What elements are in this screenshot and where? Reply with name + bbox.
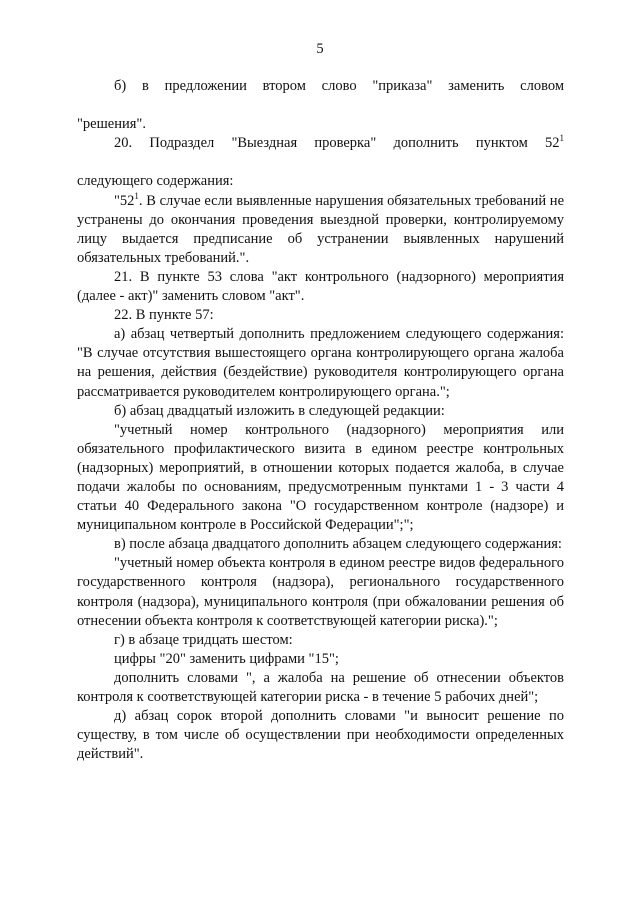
paragraph-22-g-digits: цифры "20" заменить цифрами "15";	[114, 650, 339, 667]
paragraph-22-v-text: "учетный номер объекта контроля в едином реестре видов федерального государственного контроля (надзора), регионального государственного контроля (надзора), муниципального контроля (при обжаловании решения об отнесении объекта контроля к соответствующей категории риска).";	[77, 555, 564, 629]
paragraph-20-content-label: следующего содержания:	[77, 173, 234, 190]
paragraph-22-g-addition: дополнить словами ", а жалоба на решение об отнесении объектов контроля к соответствующей категории риска - в течение 5 рабочих дней";	[77, 669, 564, 705]
paragraph-52-1-text: "$52^1$. В случае если выявленные нарушения обязательных требований не устранены до окончания проведения выездной проверки, контролируемому лицу выдается предписание об устранении выявленных нарушений обязательных требований.".	[77, 190, 565, 266]
paragraph-20-subsection: 20. Подраздел "Выездная проверка" дополнить пунктом $52^1$	[114, 133, 564, 152]
paragraph-22-b: б) абзац двадцатый изложить в следующей редакции:	[114, 402, 445, 419]
paragraph-21: 21. В пункте 53 слова "акт контрольного (надзорного) мероприятия (далее - акт)" заменить словом "акт".	[77, 268, 564, 305]
paragraph-22: 22. В пункте 57:	[114, 307, 214, 324]
paragraph-22-g: г) в абзаце тридцать шестом:	[114, 631, 293, 648]
paragraph-b-prikaz: б) в предложении втором слово "приказа" заменить словом	[114, 78, 564, 94]
document-body	[77, 77, 564, 764]
paragraph-22-v: в) после абзаца двадцатого дополнить абзацем следующего содержания:	[114, 536, 562, 553]
paragraph-22-a: а) абзац четвертый дополнить предложением следующего содержания: "В случае отсутствия вышестоящего органа контролирующего органа жалоба на решения, действия (бездействие) руководителя контролирующего органа рассматривается руководителем контролирующего органа.";	[77, 326, 564, 400]
paragraph-b-resheniya: "решения".	[77, 116, 146, 133]
page-number: 5	[316, 41, 324, 57]
paragraph-22-d: д) абзац сорок второй дополнить словами "и выносит решение по существу, в том числе об осуществлении при необходимости определенных действий".	[77, 708, 564, 763]
paragraph-22-b-text: "учетный номер контрольного (надзорного) мероприятия или обязательного профилактического визита в едином реестре контрольных (надзорных) мероприятий, в отношении которых подается жалоба, в случае подачи жалобы по основаниям, предусмотренным пунктами 1 - 3 части 4 статьи 40 Федерального закона "О государственном контроле (надзоре) и муниципальном контроле в Российской Федерации";";	[77, 421, 564, 534]
